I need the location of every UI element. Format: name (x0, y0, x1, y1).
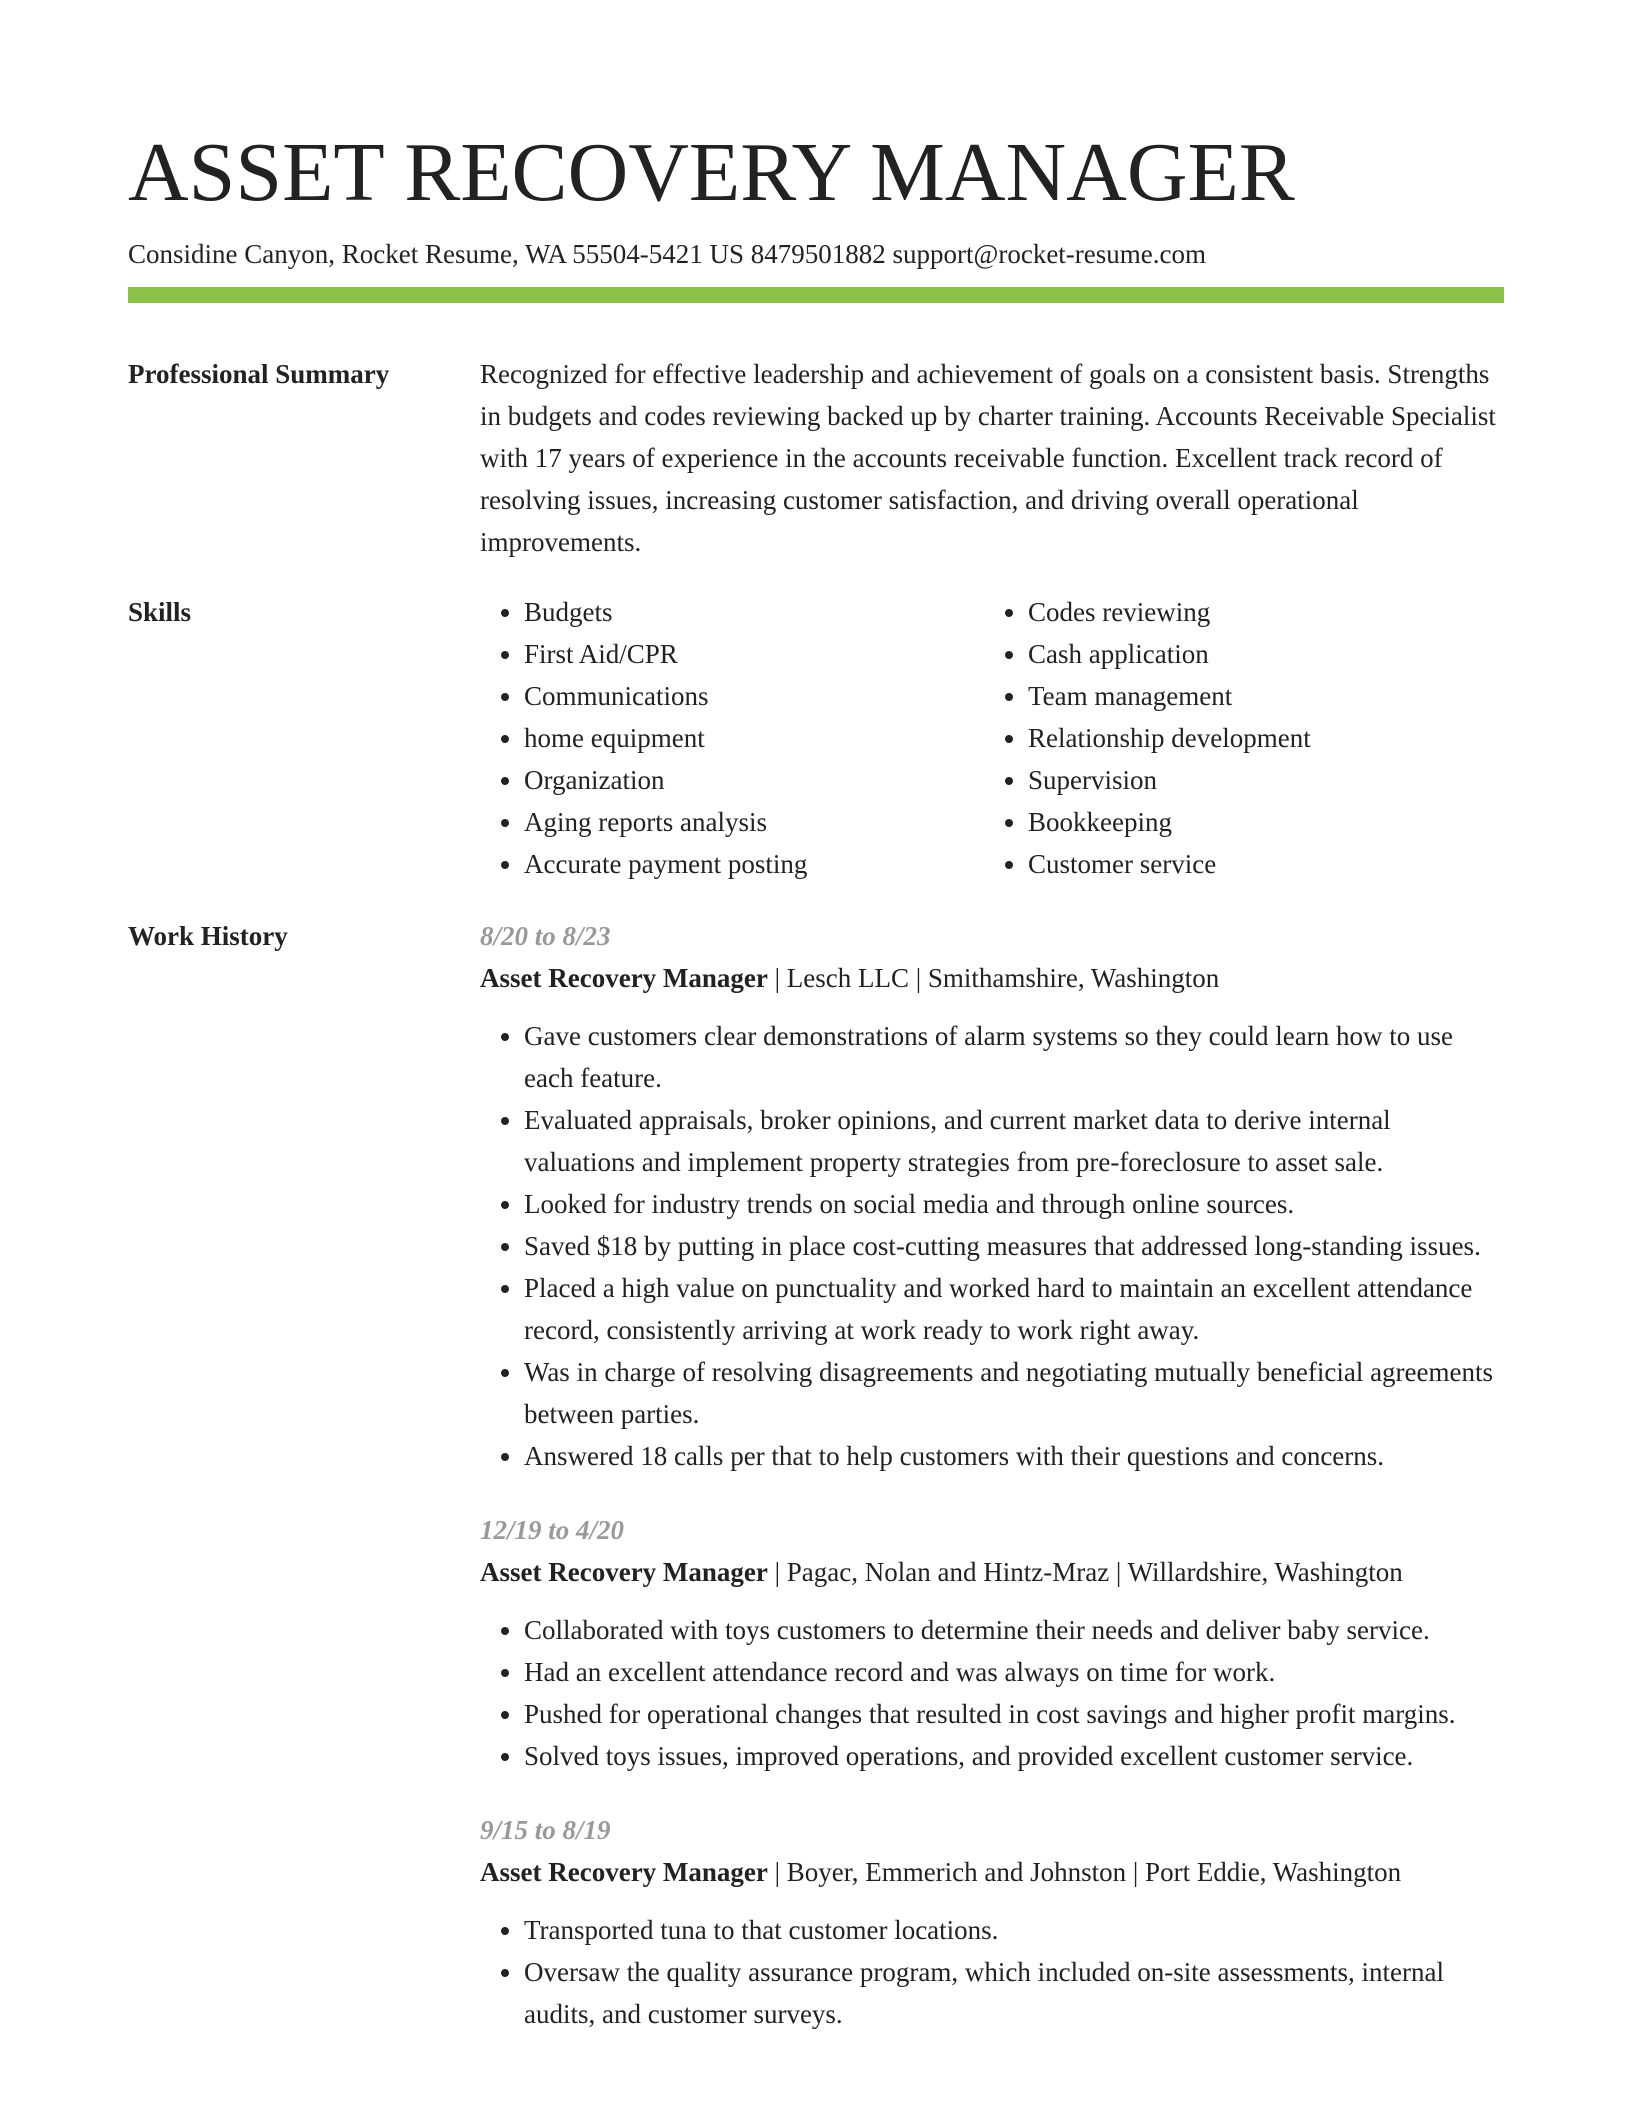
summary-section (128, 353, 1504, 563)
job-entry (480, 1809, 1504, 2035)
summary-heading: Professional Summary (128, 359, 390, 389)
job-bullet-list (480, 1015, 1504, 1477)
accent-divider (128, 287, 1504, 303)
job-dates: 8/20 to 8/23 (480, 921, 611, 951)
work-history-section (128, 915, 1504, 2067)
job-bullet: • Transported tuna to that customer locations. (524, 1909, 1504, 1951)
job-heading (480, 1551, 1504, 1593)
job-company-location: | Boyer, Emmerich and Johnston | Port Eddie, Washington (767, 1857, 1402, 1887)
skill-item: • Cash application (1028, 633, 1488, 675)
job-bullet: • Pushed for operational changes that resulted in cost savings and higher profit margins. (524, 1693, 1504, 1735)
skill-item: • First Aid/CPR (524, 633, 984, 675)
skill-item: • Bookkeeping (1028, 801, 1488, 843)
job-title: Asset Recovery Manager (480, 1557, 768, 1587)
job-bullet: • Evaluated appraisals, broker opinions, and current market data to derive internal valuations and implement property strategies from pre-foreclosure to asset sale. (524, 1099, 1504, 1183)
job-dates: 9/15 to 8/19 (480, 1815, 611, 1845)
skill-item: • Relationship development (1028, 717, 1488, 759)
job-bullet: • Saved $18 by putting in place cost-cutting measures that addressed long-standing issues. (524, 1225, 1504, 1267)
job-entry (480, 1509, 1504, 1777)
job-bullet-list (480, 1609, 1504, 1777)
job-bullet: • Oversaw the quality assurance program, which included on-site assessments, internal audits, and customer surveys. (524, 1951, 1504, 2035)
job-heading (480, 1851, 1504, 1893)
job-bullet: • Was in charge of resolving disagreements and negotiating mutually beneficial agreements between parties. (524, 1351, 1504, 1435)
job-title: Asset Recovery Manager (480, 963, 768, 993)
job-bullet: • Collaborated with toys customers to determine their needs and deliver baby service. (524, 1609, 1504, 1651)
skill-item: • Customer service (1028, 843, 1488, 885)
skill-item: • Communications (524, 675, 984, 717)
skill-item: • Team management (1028, 675, 1488, 717)
skills-section (128, 591, 1504, 885)
job-company-location: | Pagac, Nolan and Hintz-Mraz | Willardshire, Washington (767, 1557, 1403, 1587)
job-bullet: • Gave customers clear demonstrations of alarm systems so they could learn how to use each feature. (524, 1015, 1504, 1099)
skills-column-left (480, 591, 984, 885)
skill-item: • Organization (524, 759, 984, 801)
contact-line: Considine Canyon, Rocket Resume, WA 55504-5421 US 8479501882 support@rocket-resume.com (128, 239, 1206, 269)
skill-item: • Budgets (524, 591, 984, 633)
skill-item: • Codes reviewing (1028, 591, 1488, 633)
resume-title: ASSET RECOVERY MANAGER (128, 126, 1295, 219)
job-bullet: • Answered 18 calls per that to help customers with their questions and concerns. (524, 1435, 1504, 1477)
work-history-heading: Work History (128, 921, 288, 951)
job-entry (480, 915, 1504, 1477)
resume-page (128, 0, 1504, 2067)
job-company-location: | Lesch LLC | Smithamshire, Washington (767, 963, 1220, 993)
job-bullet: • Placed a high value on punctuality and worked hard to maintain an excellent attendance record, consistently arriving at work ready to work right away. (524, 1267, 1504, 1351)
skill-item: • Supervision (1028, 759, 1488, 801)
job-heading (480, 957, 1504, 999)
skill-item: • Accurate payment posting (524, 843, 984, 885)
job-title: Asset Recovery Manager (480, 1857, 768, 1887)
job-bullet: • Solved toys issues, improved operations, and provided excellent customer service. (524, 1735, 1504, 1777)
work-history-body (480, 915, 1504, 2067)
skills-column-right (984, 591, 1488, 885)
job-dates: 12/19 to 4/20 (480, 1515, 625, 1545)
skill-item: • Aging reports analysis (524, 801, 984, 843)
job-bullet-list (480, 1909, 1504, 2035)
job-bullet: • Had an excellent attendance record and was always on time for work. (524, 1651, 1504, 1693)
summary-body (480, 353, 1504, 563)
summary-text: Recognized for effective leadership and achievement of goals on a consistent basis. Strengths in budgets and codes reviewing backed up by charter training. Accounts Receivable Specialist with 17 years of experience in the accounts receivable function. Excellent track record of resolving issues, increasing customer satisfaction, and driving overall operational improvements. (480, 359, 1496, 557)
job-bullet: • Looked for industry trends on social media and through online sources. (524, 1183, 1504, 1225)
skill-item: • home equipment (524, 717, 984, 759)
skills-heading: Skills (128, 597, 192, 627)
skills-grid (480, 591, 1504, 885)
